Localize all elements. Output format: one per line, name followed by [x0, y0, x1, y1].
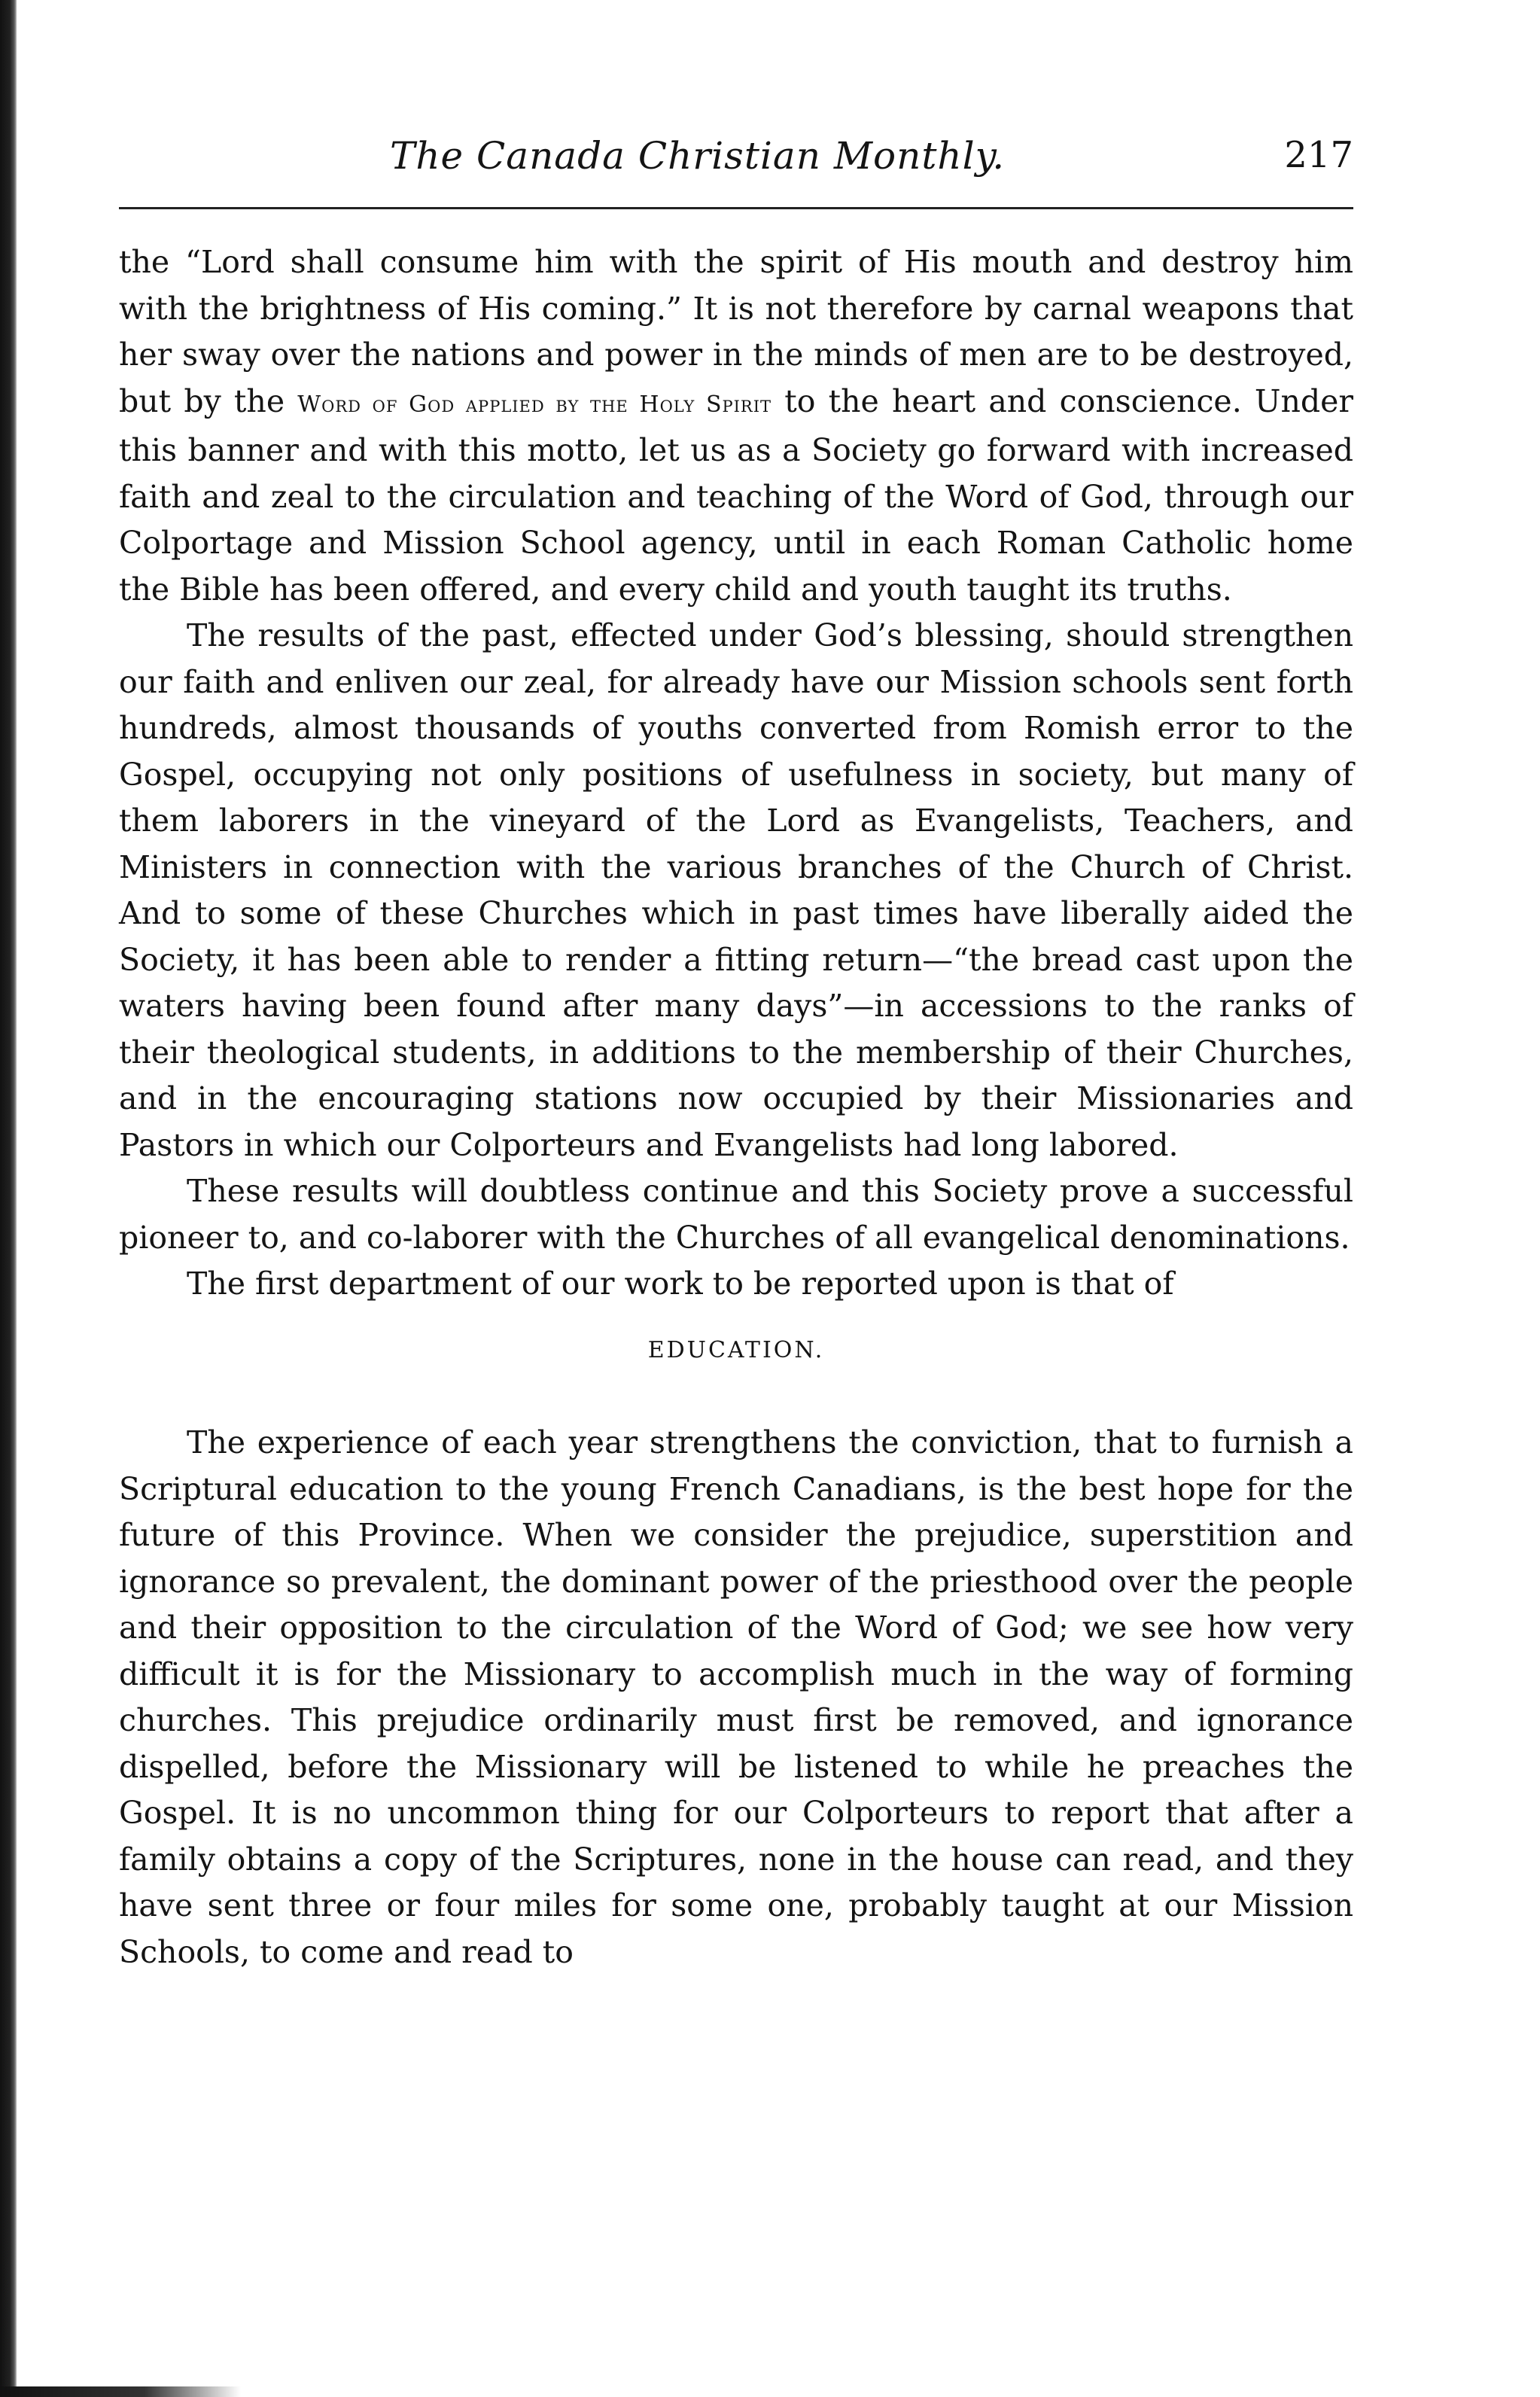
- education-paragraph: The experience of each year strengthens the conviction, that to furnish a Scriptural education to the young French Canadians, is the best hope for the future of this Province. When we consider the prejudice, superstition and ignorance so prevalent, the dominant power of the priesthood over the people and their opposition to the circulation of the Word of God; we see how very difficult it is for the Missionary to accomplish much in the way of forming churches. This prejudice ordinarily must first be removed, and ignorance dispelled, before the Missionary will be listened to while he preaches the Gospel. It is no uncommon thing for our Colporteurs to report that after a family obtains a copy of the Scriptures, none in the house can read, and they have sent three or four miles for some one, probably taught at our Mission Schools, to come and read to: [119, 1424, 1353, 1970]
- page-header: [119, 134, 1353, 187]
- section-heading: EDUCATION.: [647, 1336, 825, 1363]
- paragraph-1-part-1: the “Lord shall consume him with the spirit of His mouth and destroy him with the brightness of His coming.” It is not therefore by carnal weapons that her sway over the nations and power in the minds of men are to be destroyed, but by the: [119, 244, 1353, 419]
- paragraph-1: [119, 239, 1353, 613]
- paragraph-3: These results will doubtless continue and this Society prove a successful pioneer to, and co-laborer with the Churches of all evangelical denominations.: [119, 1173, 1353, 1256]
- paragraph-2: The results of the past, effected under God’s blessing, should strengthen our faith and enliven our zeal, for already have our Mission schools sent forth hundreds, almost thousands of youths converted from Romish error to the Gospel, occupying not only positions of usefulness in society, but many of them laborers in the vineyard of the Lord as Evangelists, Teachers, and Ministers in connection with the various branches of the Church of Christ. And to some of these Churches which in past times have liberally aided the Society, it has been able to render a fitting return—“the bread cast upon the waters having been found after many days”—in accessions to the ranks of their theological students, in additions to the membership of their Churches, and in the encouraging stations now occupied by their Missionaries and Pastors in which our Colporteurs and Evangelists had long labored.: [119, 617, 1353, 1163]
- header-rule: [119, 207, 1353, 209]
- page-binding-shadow-bottom: [0, 2386, 241, 2397]
- body-text: [119, 239, 1353, 1975]
- paragraph-1-part-2: to the heart and conscience. Under this banner and with this motto, let us as a Society go forward with increased faith and zeal to the circulation and teaching of the Word of God, through our Colportage and Mission School agency, until in each Roman Catholic home the Bible has been offered, and every child and youth taught its truths.: [119, 382, 1353, 608]
- page-number: 217: [1284, 134, 1353, 176]
- running-title: The Canada Christian Monthly.: [390, 134, 1006, 178]
- paragraph-4: The first department of our work to be reported upon is that of: [187, 1266, 1174, 1302]
- page-binding-shadow: [0, 0, 17, 2397]
- paragraph-1-smallcaps: Word of God applied by the Holy Spirit: [297, 391, 772, 418]
